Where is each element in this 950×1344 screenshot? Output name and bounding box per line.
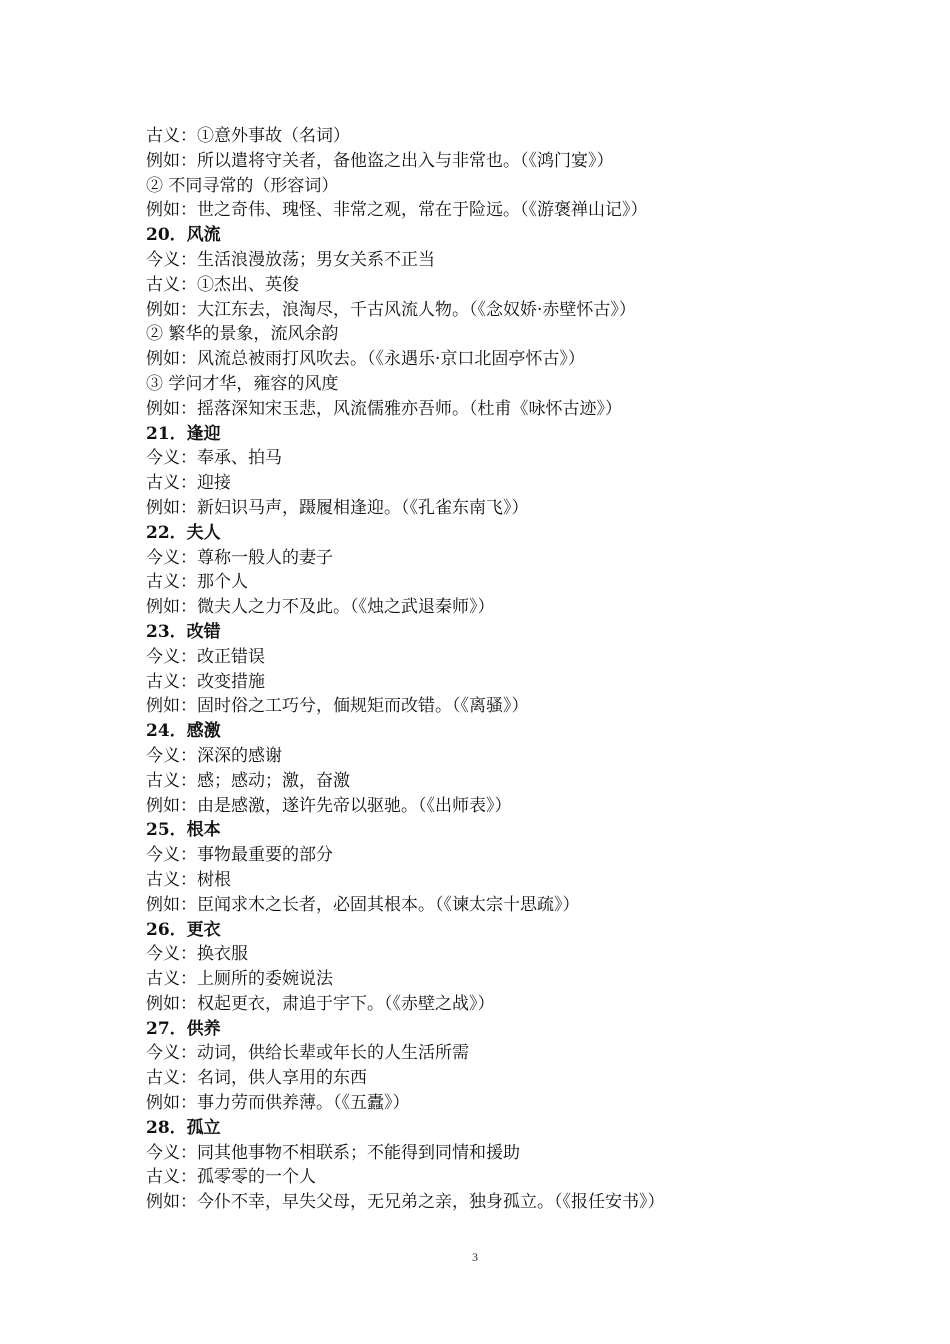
text-line: 例如：世之奇伟、瑰怪、非常之观，常在于险远。（《游褒禅山记》） xyxy=(146,200,648,221)
text-line: 今义：事物最重要的部分 xyxy=(146,845,333,866)
text-line: ③ 学问才华，雍容的风度 xyxy=(146,373,339,394)
text-line: 例如：固时俗之工巧兮，偭规矩而改错。（《离骚》） xyxy=(146,696,529,717)
text-line: 今义：同其他事物不相联系；不能得到同情和援助 xyxy=(146,1142,520,1163)
text-line: 古义：改变措施 xyxy=(146,671,265,692)
text-line: 例如：新妇识马声，蹑履相逢迎。（《孔雀东南飞》） xyxy=(146,497,529,518)
text-line: 今义：奉承、拍马 xyxy=(146,448,282,469)
text-line: 例如：所以遣将守关者，备他盗之出入与非常也。（《鸿门宴》） xyxy=(146,150,614,171)
entry-heading: 21．逢迎 xyxy=(146,423,221,444)
text-line: 古义：①杰出、英俊 xyxy=(146,274,299,295)
text-line: 例如：今仆不幸，早失父母，无兄弟之亲，独身孤立。（《报任安书》） xyxy=(146,1192,665,1213)
text-line: 古义：上厕所的委婉说法 xyxy=(146,969,333,990)
entry-heading: 26．更衣 xyxy=(146,919,221,940)
text-line: 古义：名词，供人享用的东西 xyxy=(146,1068,367,1089)
text-line: 古义：那个人 xyxy=(146,572,248,593)
entry-heading: 20．风流 xyxy=(146,225,221,246)
entry-heading: 24．感激 xyxy=(146,721,221,742)
text-line: 例如：由是感激，遂许先帝以驱驰。（《出师表》） xyxy=(146,795,512,816)
text-line: 今义：换衣服 xyxy=(146,944,248,965)
text-line: 例如：摇落深知宋玉悲，风流儒雅亦吾师。（杜甫《咏怀古迹》） xyxy=(146,398,622,419)
text-line: 例如：臣闻求木之长者，必固其根本。（《谏太宗十思疏》） xyxy=(146,894,580,915)
text-line: 例如：事力劳而供养薄。（《五蠹》） xyxy=(146,1093,410,1114)
text-line: 古义：树根 xyxy=(146,869,231,890)
text-line: 古义：感；感动；激，奋激 xyxy=(146,770,350,791)
document-body xyxy=(146,124,866,1215)
text-line: 今义：改正错误 xyxy=(146,646,265,667)
entry-heading: 22．夫人 xyxy=(146,522,221,543)
entry-heading: 23．改错 xyxy=(146,621,221,642)
text-line: 古义：迎接 xyxy=(146,473,231,494)
text-line: ② 繁华的景象，流风余韵 xyxy=(146,324,339,345)
text-line: 今义：动词，供给长辈或年长的人生活所需 xyxy=(146,1043,469,1064)
text-line: 例如：权起更衣，肃追于宇下。（《赤壁之战》） xyxy=(146,993,495,1014)
text-line: 例如：微夫人之力不及此。（《烛之武退秦师》） xyxy=(146,597,495,618)
text-line: ② 不同寻常的（形容词） xyxy=(146,175,339,196)
text-line: 今义：深深的感谢 xyxy=(146,745,282,766)
text-line: 古义：①意外事故（名词） xyxy=(146,126,350,146)
entry-heading: 27．供养 xyxy=(146,1018,221,1039)
text-line: 今义：生活浪漫放荡；男女关系不正当 xyxy=(146,249,435,270)
text-line: 今义：尊称一般人的妻子 xyxy=(146,547,333,568)
text-line: 例如：风流总被雨打风吹去。（《永遇乐·京口北固亭怀古》） xyxy=(146,349,585,370)
text-line: 古义：孤零零的一个人 xyxy=(146,1167,316,1188)
entry-heading: 28．孤立 xyxy=(146,1117,221,1138)
page-number: 3 xyxy=(472,1250,478,1264)
text-line: 例如：大江东去，浪淘尽，千古风流人物。（《念奴娇·赤壁怀古》） xyxy=(146,299,636,320)
entry-heading: 25．根本 xyxy=(146,820,221,841)
